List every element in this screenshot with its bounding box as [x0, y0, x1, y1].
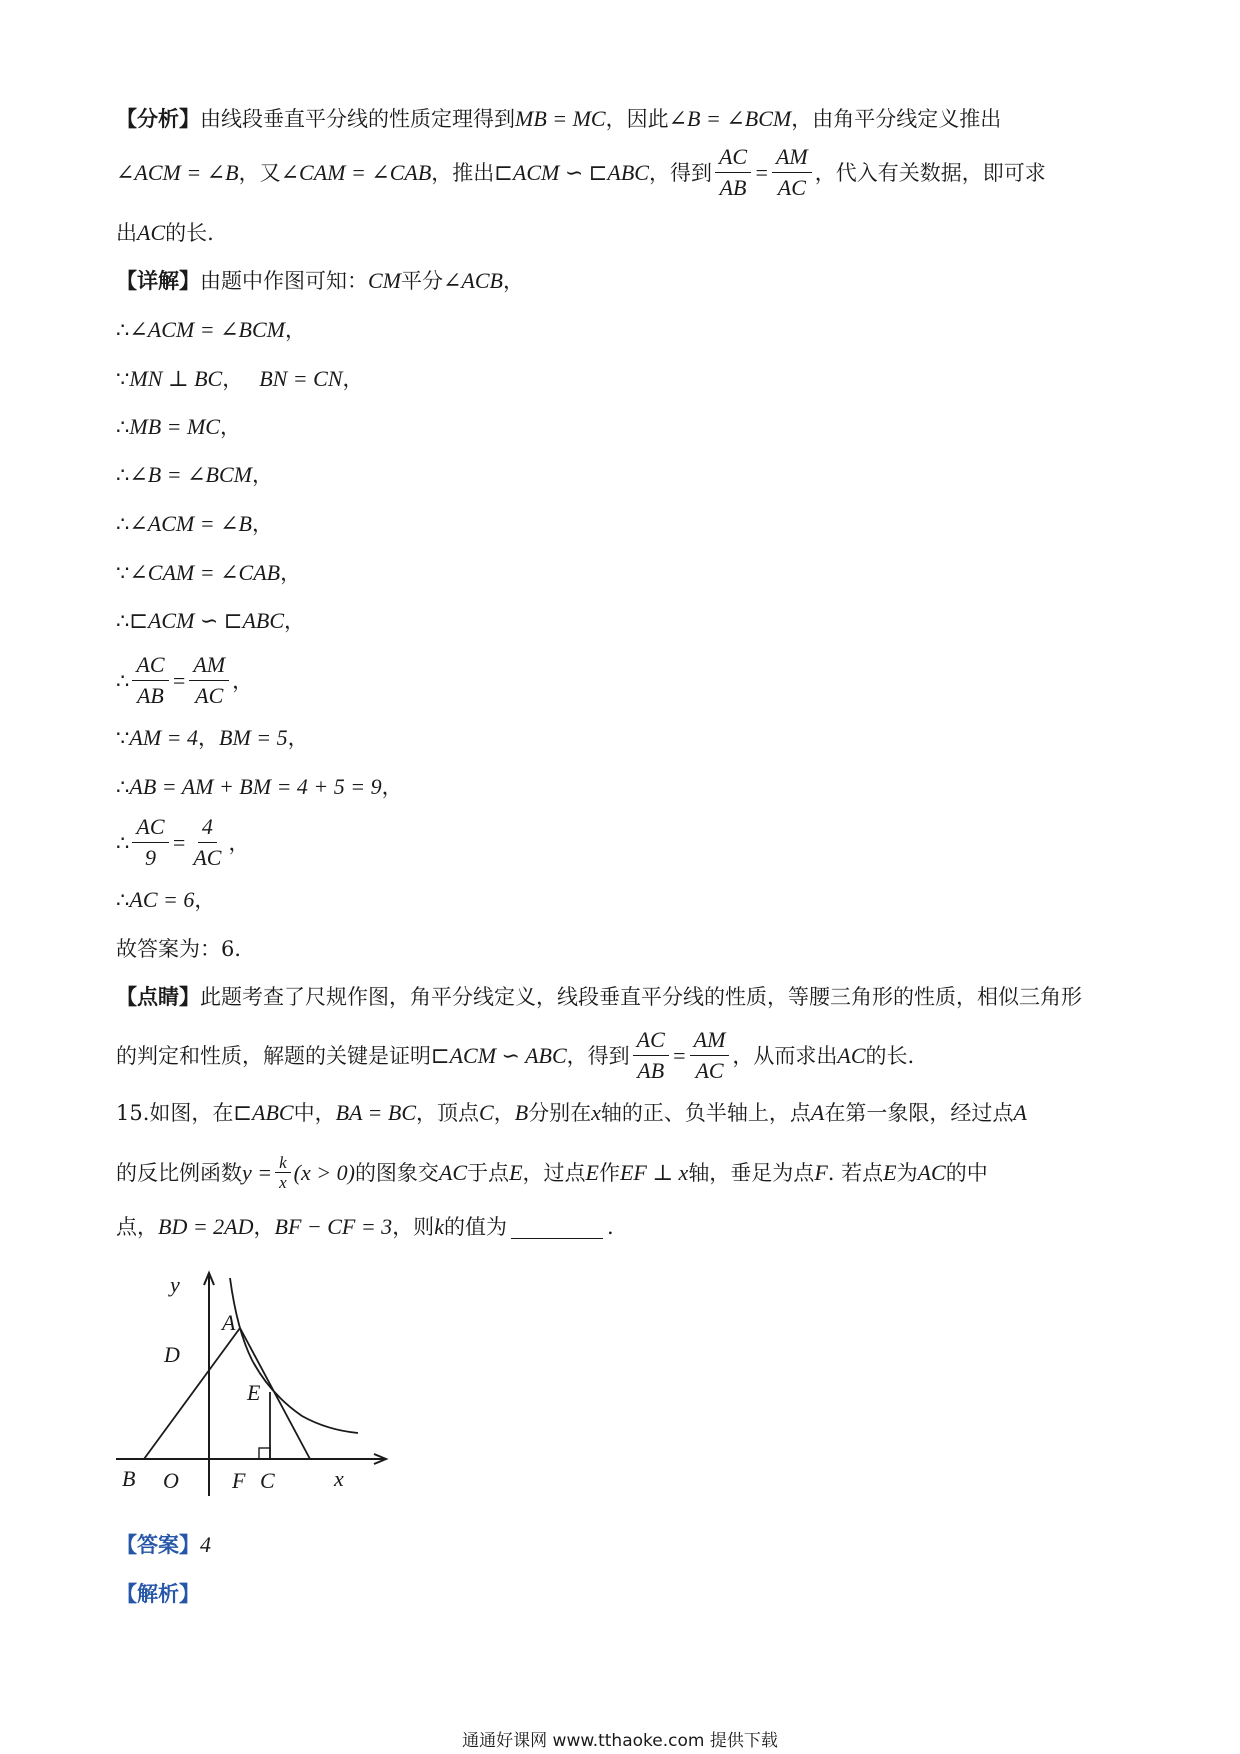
- denominator: AB: [719, 175, 747, 200]
- text: 由线段垂直平分线的性质定理得到: [200, 107, 515, 131]
- step-10: [116, 772, 403, 802]
- step-9: [116, 723, 309, 753]
- text: 此题考查了尺规作图，角平分线定义，线段垂直平分线的性质，等腰三角形的性质，相似三角形: [200, 985, 1082, 1009]
- denominator: AB: [136, 683, 164, 708]
- math: ∠B = ∠BCM: [129, 462, 252, 487]
- text: ，: [194, 888, 216, 912]
- numerator: AC: [715, 142, 751, 173]
- text: ，: [381, 775, 403, 799]
- text: ，由角平分线定义推出: [791, 107, 1002, 131]
- numerator: AM: [690, 1025, 730, 1056]
- step-7: [116, 606, 305, 636]
- text: ，: [251, 512, 273, 536]
- problem-line-2: [116, 1153, 988, 1192]
- text: 在第一象限，经过点: [824, 1101, 1014, 1125]
- math: BD = 2AD: [158, 1214, 254, 1239]
- answer-value: 4: [200, 1532, 211, 1557]
- text: ，: [220, 415, 241, 439]
- text: 中，: [293, 1101, 336, 1125]
- step-5: [116, 509, 273, 539]
- solution-tag: 【解析】: [116, 1581, 200, 1606]
- math: ∠B = ∠BCM: [668, 106, 792, 131]
- math: y =: [242, 1159, 273, 1185]
- math: ⊏ACM ∽ ⊏ABC: [129, 608, 285, 633]
- text: 的中: [945, 1160, 988, 1185]
- therefore-symbol: ∴: [116, 668, 130, 693]
- fraction: [690, 1025, 730, 1086]
- label-O: O: [163, 1468, 179, 1493]
- text: ，得到: [648, 160, 712, 185]
- text: ，: [284, 609, 306, 633]
- numerator: k: [275, 1153, 291, 1173]
- text: ，得到: [566, 1043, 630, 1068]
- segment-BA: [144, 1328, 240, 1459]
- denominator: AC: [193, 845, 222, 870]
- therefore-symbol: ∴: [116, 512, 130, 536]
- comment-line-1: [116, 982, 1082, 1012]
- math: AC: [917, 1159, 946, 1185]
- math: E: [883, 1159, 897, 1185]
- numerator: AC: [132, 812, 168, 843]
- math: BN = CN: [259, 366, 343, 391]
- text: ，: [232, 668, 254, 693]
- math: B: [514, 1100, 529, 1125]
- math: AC: [837, 1042, 866, 1068]
- text: ，: [287, 726, 309, 750]
- problem-line-3: [116, 1212, 614, 1242]
- math: x: [591, 1100, 601, 1125]
- text: 的反比例函数: [116, 1160, 242, 1185]
- math: MN ⊥ BC: [129, 366, 223, 391]
- label-D: D: [164, 1342, 180, 1367]
- text: 轴，垂足为点: [688, 1160, 815, 1185]
- math: k: [434, 1214, 444, 1239]
- text: 点，: [116, 1215, 158, 1239]
- text: 轴的正、负半轴上，点: [600, 1101, 811, 1125]
- math: ∠ACM = ∠B: [116, 159, 239, 185]
- math: ∠ACM = ∠BCM: [129, 317, 285, 342]
- step-12: [116, 885, 215, 915]
- geometry-figure: [112, 1258, 402, 1503]
- problem-line-1: [116, 1098, 1027, 1128]
- text: 如图，在: [149, 1101, 234, 1125]
- final-answer-line: [116, 934, 255, 964]
- denominator: AB: [637, 1058, 665, 1083]
- math: EF ⊥ x: [619, 1159, 689, 1185]
- step-3: [116, 412, 241, 442]
- detail-tag: 【详解】: [116, 268, 200, 293]
- text: ，顶点: [416, 1101, 480, 1125]
- text: ，: [284, 318, 306, 342]
- math: F: [814, 1159, 828, 1185]
- fraction: [275, 1153, 291, 1192]
- math: ∠CAM = ∠CAB: [280, 159, 432, 185]
- math: MB = MC: [515, 106, 606, 131]
- math: (x > 0): [293, 1159, 355, 1185]
- problem-number: 15.: [116, 1101, 150, 1125]
- math: C: [479, 1100, 494, 1125]
- math: A: [1013, 1100, 1027, 1125]
- math: AC = 6: [129, 887, 195, 912]
- text: ，: [222, 367, 244, 391]
- denominator: 9: [144, 845, 156, 870]
- step-4: [116, 460, 273, 490]
- label-A: A: [222, 1310, 236, 1335]
- fraction: [715, 142, 751, 203]
- math: AM = 4: [129, 725, 198, 750]
- math: BF − CF = 3: [274, 1214, 393, 1239]
- right-angle-mark: [259, 1448, 270, 1459]
- math: ∠ACM = ∠B: [129, 511, 252, 536]
- fraction: [633, 1025, 669, 1086]
- text: 于点: [467, 1160, 510, 1185]
- text: ，: [198, 726, 219, 750]
- denominator: x: [279, 1173, 287, 1192]
- therefore-symbol: ∴: [116, 415, 130, 439]
- text: ，因此: [605, 107, 669, 131]
- math: AB = AM + BM = 4 + 5 = 9: [129, 774, 382, 799]
- solution-line: [116, 1579, 200, 1609]
- text: ，推出: [431, 160, 495, 185]
- fraction: [132, 812, 168, 873]
- math: BA = BC: [335, 1100, 417, 1125]
- comment-line-2: 的判定和性质，解题的关键是证明 ⊏ACM ∽ ABC ，得到 $\frac{AC}{AB}$ = $\frac{AM}{AC}$ ，从而求出 AC 的长.: [116, 1025, 914, 1086]
- text: 分别在: [528, 1101, 592, 1125]
- fraction: [132, 650, 168, 711]
- text: 的长.: [865, 1043, 915, 1068]
- label-y: y: [170, 1272, 180, 1297]
- denominator: AC: [695, 1058, 724, 1083]
- step-11: ∴ $\frac{AC}{9}$ = $\frac{4}{AC}$ ，: [116, 812, 249, 873]
- numerator: AM: [772, 142, 812, 173]
- step-8: ∴ $\frac{AC}{AB}$ = $\frac{AM}{AC}$ ，: [116, 650, 253, 711]
- math: AC: [438, 1159, 468, 1185]
- numerator: 4: [198, 812, 217, 843]
- math: ∠CAM = ∠CAB: [129, 560, 281, 585]
- analysis-tag: 【分析】: [116, 106, 200, 131]
- because-symbol: ∵: [116, 726, 130, 750]
- text: 出: [116, 221, 137, 245]
- math: E: [585, 1159, 599, 1185]
- therefore-symbol: ∴: [116, 775, 130, 799]
- math: ∠ACB: [443, 268, 503, 293]
- math: CM: [368, 268, 401, 293]
- label-E: E: [247, 1380, 261, 1405]
- step-6: [116, 558, 301, 588]
- text: ，: [253, 1215, 275, 1239]
- text: 由题中作图可知：: [200, 269, 368, 293]
- math: BM = 5: [219, 725, 288, 750]
- text: ，: [228, 830, 250, 855]
- answer-blank: [511, 1216, 603, 1239]
- numerator: AC: [633, 1025, 669, 1056]
- therefore-symbol: ∴: [116, 830, 130, 855]
- step-1: [116, 315, 306, 345]
- because-symbol: ∵: [116, 367, 130, 391]
- text: ，从而求出: [732, 1043, 838, 1068]
- analysis-line-2: ∠ACM = ∠B ，又 ∠CAM = ∠CAB ，推出 ⊏ACM ∽ ⊏ABC ，得到 $\frac{AC}{AB}$ = $\frac{AM}{AC}$ ，代入有关数据，即可求: [116, 142, 1046, 203]
- text: ，: [251, 463, 273, 487]
- math: E: [509, 1159, 523, 1185]
- text: ，: [342, 367, 364, 391]
- text: 的长.: [165, 221, 214, 245]
- text: ，: [280, 561, 302, 585]
- therefore-symbol: ∴: [116, 888, 130, 912]
- analysis-line-3: [116, 218, 214, 248]
- denominator: AC: [195, 683, 224, 708]
- therefore-symbol: ∴: [116, 318, 130, 342]
- footer-watermark: 通通好课网 www.tthaoke.com 提供下载: [462, 1731, 778, 1751]
- text: ，: [493, 1101, 515, 1125]
- therefore-symbol: ∴: [116, 463, 130, 487]
- denominator: AC: [777, 175, 806, 200]
- because-symbol: ∵: [116, 561, 130, 585]
- comment-tag: 【点睛】: [116, 984, 200, 1009]
- text: ，代入有关数据，即可求: [814, 160, 1046, 185]
- text: 为: [896, 1160, 918, 1185]
- numerator: AM: [189, 650, 229, 681]
- math: ⊏ABC: [233, 1100, 294, 1125]
- fraction: [189, 812, 225, 873]
- fraction: [772, 142, 812, 203]
- text: 平分: [401, 269, 443, 293]
- therefore-symbol: ∴: [116, 609, 130, 633]
- text: .: [606, 1215, 614, 1239]
- math: ⊏ACM ∽ ⊏ABC: [494, 159, 649, 185]
- text: 作: [598, 1160, 620, 1185]
- answer-tag: 【答案】: [116, 1532, 200, 1557]
- text: 的值为: [443, 1215, 507, 1239]
- text: 的图象交: [354, 1160, 439, 1185]
- math: MB = MC: [129, 414, 220, 439]
- math: ⊏ACM ∽ ABC: [431, 1042, 567, 1068]
- fraction: [189, 650, 229, 711]
- text: ，: [502, 269, 524, 293]
- step-2: [116, 364, 364, 394]
- text: 故答案为：6．: [116, 937, 256, 961]
- label-x: x: [334, 1466, 344, 1491]
- numerator: AC: [132, 650, 168, 681]
- text: 的判定和性质，解题的关键是证明: [116, 1043, 431, 1068]
- detail-intro: [116, 266, 524, 296]
- label-F: F: [232, 1468, 246, 1493]
- math: A: [810, 1100, 825, 1125]
- analysis-line-1: [116, 104, 1001, 134]
- text: . 若点: [827, 1160, 884, 1185]
- hyperbola-curve: [230, 1278, 358, 1433]
- text: ，又: [238, 160, 281, 185]
- math: AC: [137, 220, 166, 245]
- label-C: C: [260, 1468, 275, 1493]
- answer-line: [116, 1530, 211, 1560]
- text: ，则: [392, 1215, 435, 1239]
- label-B: B: [122, 1466, 136, 1491]
- text: ，过点: [522, 1160, 586, 1185]
